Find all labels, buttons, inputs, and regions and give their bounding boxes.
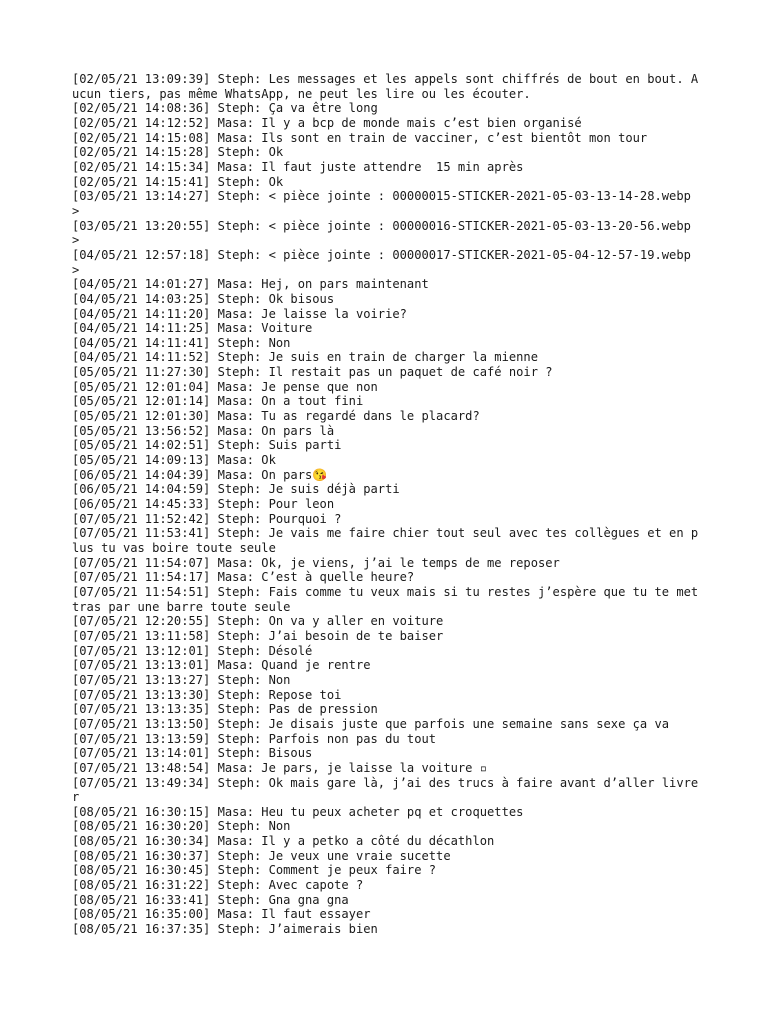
message-line: [02/05/21 13:09:39] Steph: Les messages et les appels sont chiffrés de bout en bout. Aucun tiers, pas même WhatsApp, ne peut les lire ou les écouter. xyxy=(72,72,699,101)
message-line: [04/05/21 14:03:25] Steph: Ok bisous xyxy=(72,291,335,306)
message-line: [07/05/21 13:13:50] Steph: Je disais juste que parfois une semaine sans sexe ça va xyxy=(72,716,670,731)
message-line: [07/05/21 13:13:59] Steph: Parfois non pas du tout xyxy=(72,731,437,746)
message-line: [02/05/21 14:15:34] Masa: Il faut juste attendre 15 min après xyxy=(72,159,524,174)
message-line: [04/05/21 14:11:41] Steph: Non xyxy=(72,335,291,350)
message-line: [02/05/21 14:08:36] Steph: Ça va être long xyxy=(72,101,378,116)
message-line: [04/05/21 14:01:27] Masa: Hej, on pars maintenant xyxy=(72,277,429,292)
message-line: [04/05/21 14:11:52] Steph: Je suis en train de charger la mienne xyxy=(72,350,538,365)
message-line: [08/05/21 16:35:00] Masa: Il faut essayer xyxy=(72,907,371,922)
message-line: [05/05/21 11:27:30] Steph: Il restait pas un paquet de café noir ? xyxy=(72,365,553,380)
message-line: [05/05/21 13:56:52] Masa: On pars là xyxy=(72,423,335,438)
message-line: [08/05/21 16:30:20] Steph: Non xyxy=(72,819,291,834)
message-line: [08/05/21 16:30:45] Steph: Comment je peux faire ? xyxy=(72,863,437,878)
message-line: [03/05/21 13:14:27] Steph: < pièce jointe : 00000015-STICKER-2021-05-03-13-14-28.webp > xyxy=(72,189,699,218)
message-line: [08/05/21 16:30:37] Steph: Je veux une vraie sucette xyxy=(72,848,451,863)
message-line: [07/05/21 11:52:42] Steph: Pourquoi ? xyxy=(72,511,342,526)
message-line: [05/05/21 12:01:04] Masa: Je pense que non xyxy=(72,379,378,394)
message-line: [04/05/21 14:11:20] Masa: Je laisse la voirie? xyxy=(72,306,407,321)
message-line: [06/05/21 14:04:59] Steph: Je suis déjà parti xyxy=(72,482,400,497)
message-line: [08/05/21 16:37:35] Steph: J’aimerais bien xyxy=(72,922,378,937)
message-line: [04/05/21 14:11:25] Masa: Voiture xyxy=(72,321,313,336)
message-line: [07/05/21 13:48:54] Masa: Je pars, je laisse la voiture ▫ xyxy=(72,760,488,775)
message-line: [07/05/21 11:54:51] Steph: Fais comme tu veux mais si tu restes j’espère que tu te mettras par une barre toute seule xyxy=(72,584,699,614)
message-line: [02/05/21 14:15:28] Steph: Ok xyxy=(72,145,284,160)
message-line: [02/05/21 14:15:08] Masa: Ils sont en train de vacciner, c’est bientôt mon tour xyxy=(72,130,648,145)
message-line: [05/05/21 12:01:14] Masa: On a tout fini xyxy=(72,394,364,409)
message-line: [08/05/21 16:30:15] Masa: Heu tu peux acheter pq et croquettes xyxy=(72,804,524,819)
message-line: [02/05/21 14:12:52] Masa: Il y a bcp de monde mais c’est bien organisé xyxy=(72,115,582,130)
message-line: [07/05/21 13:13:01] Masa: Quand je rentre xyxy=(72,658,371,673)
message-line: [06/05/21 14:04:39] Masa: On pars😘 xyxy=(72,467,328,482)
message-line: [07/05/21 13:49:34] Steph: Ok mais gare là, j’ai des trucs à faire avant d’aller livrer xyxy=(72,775,699,805)
message-line: [06/05/21 14:45:33] Steph: Pour leon xyxy=(72,497,335,512)
chat-transcript xyxy=(72,72,702,937)
message-line: [08/05/21 16:31:22] Steph: Avec capote ? xyxy=(72,878,364,893)
message-line: [07/05/21 11:54:07] Masa: Ok, je viens, j’ai le temps de me reposer xyxy=(72,555,560,570)
message-line: [05/05/21 14:02:51] Steph: Suis parti xyxy=(72,438,342,453)
message-line: [03/05/21 13:20:55] Steph: < pièce jointe : 00000016-STICKER-2021-05-03-13-20-56.webp > xyxy=(72,218,699,248)
message-line: [07/05/21 13:13:27] Steph: Non xyxy=(72,672,291,687)
message-line: [07/05/21 13:11:58] Steph: J’ai besoin de te baiser xyxy=(72,628,444,643)
message-line: [08/05/21 16:30:34] Masa: Il y a petko a côté du décathlon xyxy=(72,834,495,849)
message-line: [05/05/21 14:09:13] Masa: Ok xyxy=(72,453,276,468)
message-line: [07/05/21 13:13:35] Steph: Pas de pression xyxy=(72,702,378,717)
message-line: [08/05/21 16:33:41] Steph: Gna gna gna xyxy=(72,892,349,907)
message-line: [02/05/21 14:15:41] Steph: Ok xyxy=(72,174,284,189)
message-line: [07/05/21 12:20:55] Steph: On va y aller en voiture xyxy=(72,614,444,629)
message-line: [07/05/21 11:54:17] Masa: C’est à quelle heure? xyxy=(72,570,415,585)
message-line: [07/05/21 11:53:41] Steph: Je vais me faire chier tout seul avec tes collègues et en plus tu vas boire toute seule xyxy=(72,526,699,555)
message-line: [07/05/21 13:14:01] Steph: Bisous xyxy=(72,746,313,761)
message-line: [04/05/21 12:57:18] Steph: < pièce jointe : 00000017-STICKER-2021-05-04-12-57-19.webp > xyxy=(72,247,699,277)
message-line: [05/05/21 12:01:30] Masa: Tu as regardé dans le placard? xyxy=(72,409,480,424)
message-line: [07/05/21 13:12:01] Steph: Désolé xyxy=(72,643,313,658)
message-line: [07/05/21 13:13:30] Steph: Repose toi xyxy=(72,687,342,702)
